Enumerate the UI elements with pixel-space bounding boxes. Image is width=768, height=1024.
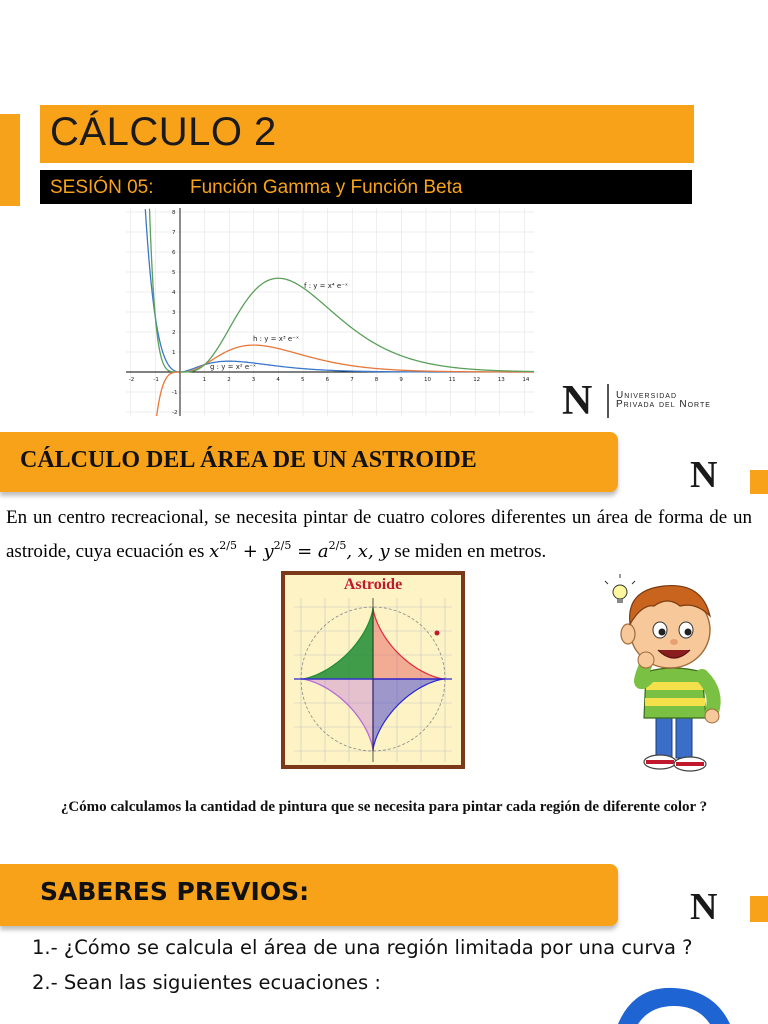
left-accent-bar (0, 114, 20, 206)
logo-divider (607, 384, 609, 418)
x-tick-label: 3 (251, 377, 256, 383)
side-accent-block (750, 896, 768, 922)
session-label: SESIÓN 05: (50, 177, 154, 198)
astroid-figure (280, 570, 466, 770)
x-tick-label: 5 (301, 377, 305, 383)
y-tick-label: 8 (172, 210, 176, 216)
x-tick-label: -1 (153, 377, 159, 383)
university-name (616, 391, 711, 409)
x-tick-label: -2 (128, 377, 135, 383)
x-tick-label: 9 (399, 377, 403, 383)
y-tick-label: 3 (172, 310, 176, 316)
problem-paragraph (6, 504, 752, 566)
x-tick-label: 1 (202, 377, 207, 383)
x-tick-label: 4 (276, 377, 280, 383)
section-title-saberes: SABERES PREVIOS: (40, 877, 310, 906)
x-tick-label: 8 (374, 377, 379, 383)
section-title-astroide: CÁLCULO DEL ÁREA DE UN ASTROIDE (20, 447, 477, 473)
x-tick-label: 2 (227, 377, 231, 383)
y-tick-label: 7 (172, 230, 176, 236)
y-tick-label: 2 (172, 330, 176, 336)
y-tick-label: 5 (172, 270, 176, 276)
paragraph-text-start: En un centro recreacional, se necesita pintar de cuatro colores diferentes un área de forma de un astroide, cuya ecuación es (6, 507, 752, 562)
prior-knowledge-item-2: 2.- Sean las siguientes ecuaciones : (32, 971, 381, 994)
x-tick-label: 6 (325, 377, 330, 383)
page-title: CÁLCULO 2 (50, 110, 277, 154)
university-logo-icon: N (690, 454, 718, 496)
paragraph-text-end: se miden en metros. (389, 541, 547, 562)
x-tick-label: 13 (497, 377, 505, 383)
astroid-title: Astroide (343, 576, 403, 593)
side-accent-block (750, 470, 768, 494)
blue-ring-graphic (614, 984, 734, 1024)
label-f: f : y = x⁴ e⁻ˣ (304, 282, 349, 290)
x-tick-label: 10 (424, 377, 431, 383)
university-name-line2: Privada del Norte (616, 399, 711, 410)
astroid-equation: $x^{2/5} + y^{2/5} = a^{2/5}$, x, y (209, 539, 390, 562)
y-tick-label: 1 (172, 350, 176, 356)
boy-illustration (598, 572, 748, 778)
x-tick-label: 7 (350, 377, 354, 383)
prior-knowledge-item-1: 1.- ¿Cómo se calcula el área de una región limitada por una curva ? (32, 936, 693, 959)
label-g: g : y = x² e⁻ˣ (210, 363, 256, 371)
y-tick-label: -2 (172, 410, 178, 416)
x-tick-label: 14 (522, 377, 530, 383)
label-h: h : y = x³ e⁻ˣ (253, 335, 299, 343)
function-graph (126, 208, 534, 416)
x-tick-label: 11 (448, 377, 456, 383)
university-logo-icon: N (562, 378, 593, 424)
university-name-line1: Universidad (616, 390, 678, 401)
y-tick-label: 6 (172, 250, 176, 256)
y-tick-label: 4 (172, 290, 176, 296)
paint-question: ¿Cómo calculamos la cantidad de pintura que se necesita para pintar cada región de diferente color ? (60, 799, 708, 815)
university-logo-icon: N (690, 886, 718, 928)
session-topic: Función Gamma y Función Beta (190, 177, 463, 198)
x-tick-label: 12 (473, 377, 481, 383)
y-tick-label: -1 (172, 390, 178, 396)
